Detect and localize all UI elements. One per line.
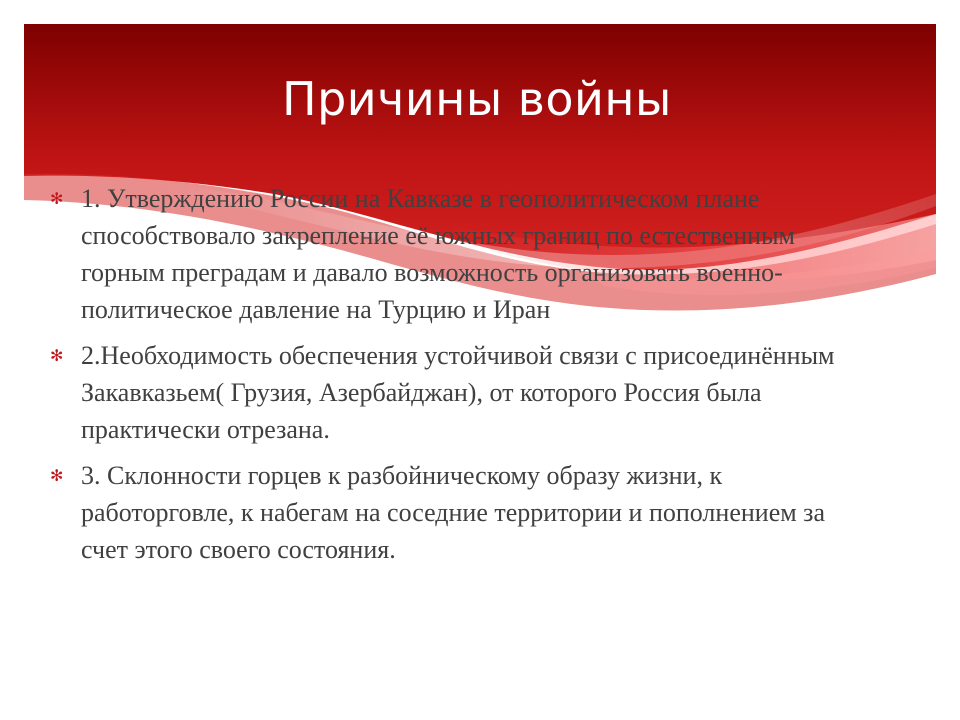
bullet-item bbox=[50, 180, 870, 328]
bullet-item bbox=[50, 457, 870, 568]
bullet-text: 3. Склонности горцев к разбойническому образу жизни, к работорговле, к набегам на соседние территории и пополнением за счет этого своего состояния. bbox=[81, 461, 825, 564]
bullet-text: 1. Утверждению России на Кавказе в геополитическом плане способствовало закрепление её южных границ по естественным горным преградам и давало возможность организовать военно-политическое давление на Турцию и Иран bbox=[81, 184, 795, 324]
asterisk-bullet-icon: ✻ bbox=[50, 189, 64, 208]
bullet-list bbox=[50, 180, 870, 577]
slide-title: Причины войны bbox=[282, 72, 672, 126]
asterisk-bullet-icon: ✻ bbox=[50, 466, 64, 485]
bullet-text: 2.Необходимость обеспечения устойчивой связи с присоединённым Закавказьем( Грузия, Азербайджан), от которого Россия была практически отрезана. bbox=[81, 341, 835, 444]
bullet-item bbox=[50, 337, 870, 448]
asterisk-bullet-icon: ✻ bbox=[50, 346, 64, 365]
